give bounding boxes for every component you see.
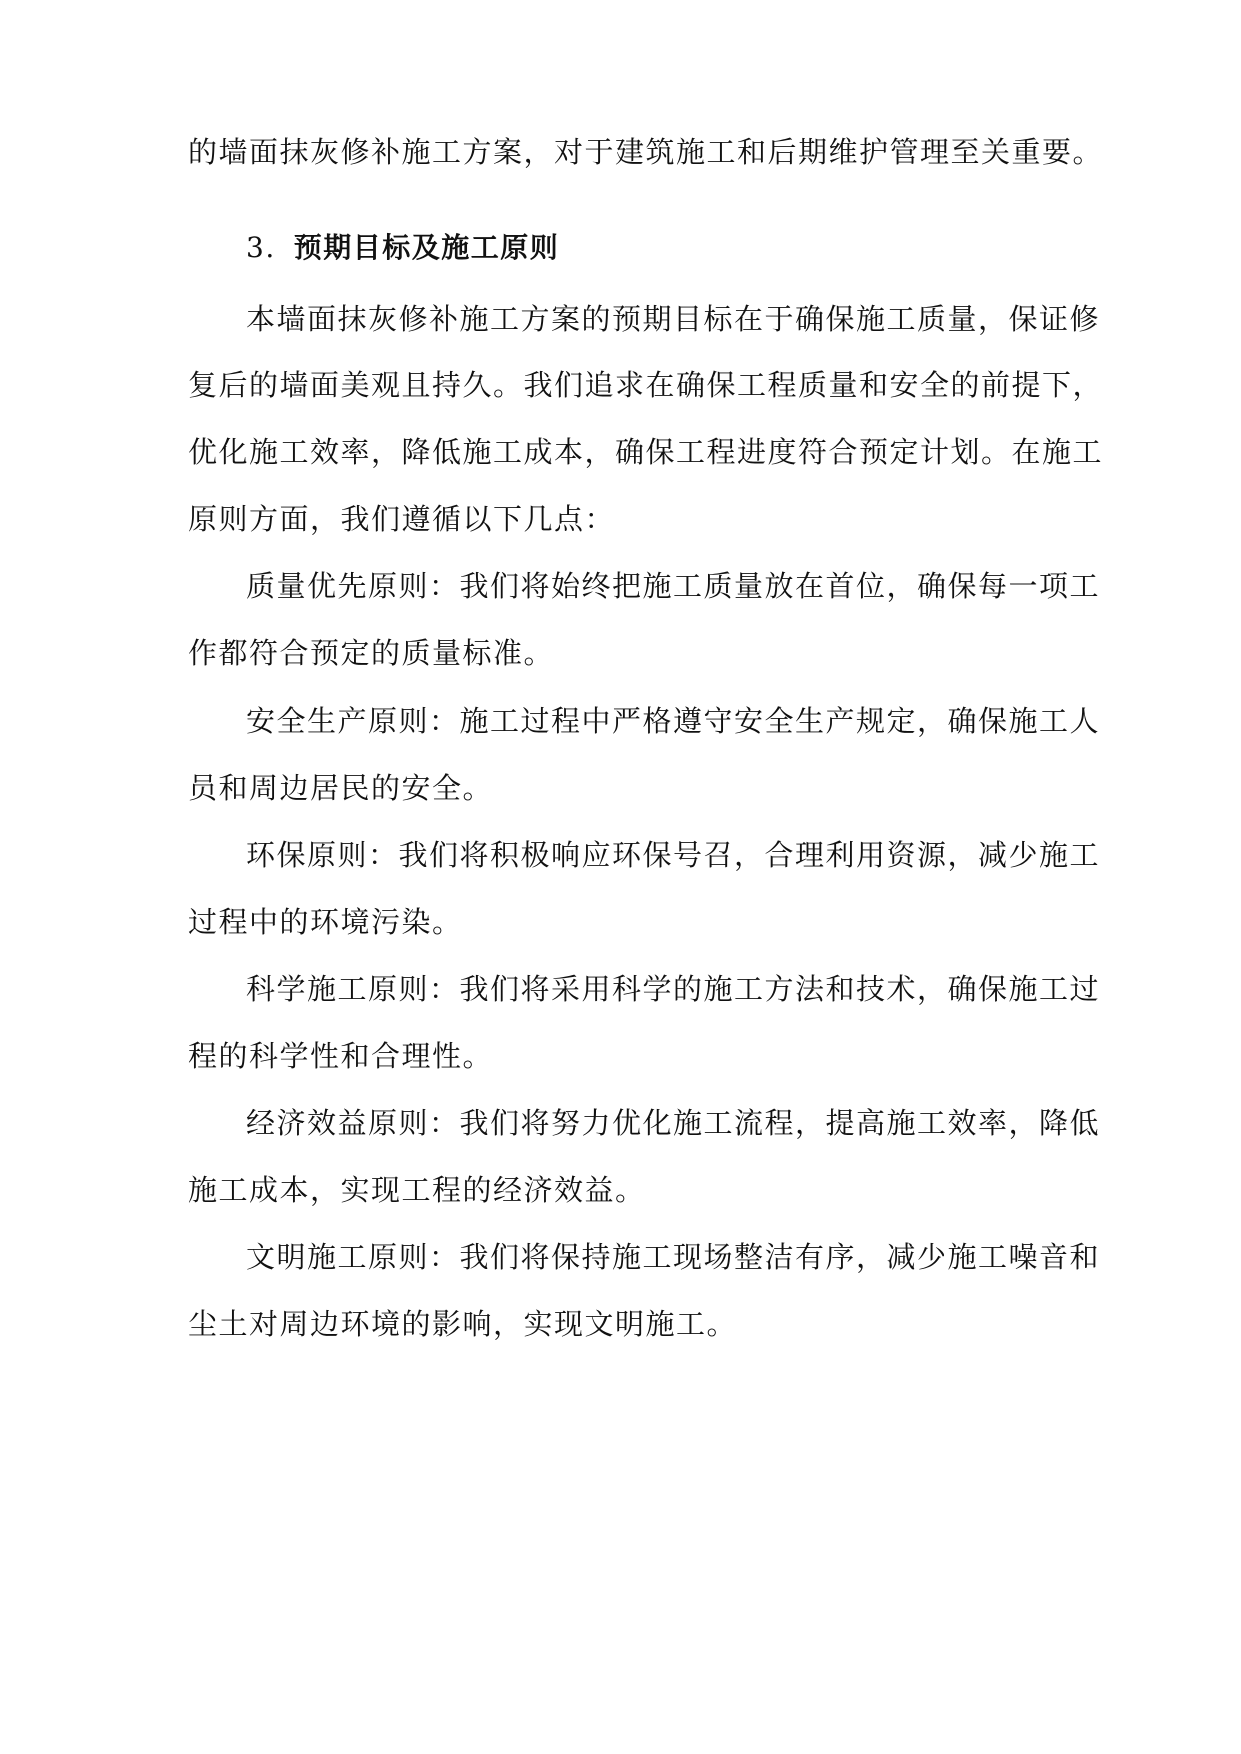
intro-tail-line: 的墙面抹灰修补施工方案，对于建筑施工和后期维护管理至关重要。 [188, 135, 1104, 169]
paragraph-line: 过程中的环境污染。 [188, 905, 463, 939]
paragraph-line: 复后的墙面美观且持久。我们追求在确保工程质量和安全的前提下， [188, 368, 1104, 402]
paragraph-line: 作都符合预定的质量标准。 [188, 636, 555, 670]
paragraph-line: 文明施工原则：我们将保持施工现场整洁有序，减少施工噪音和 [246, 1240, 1101, 1274]
section-heading [246, 228, 559, 268]
paragraph-line: 科学施工原则：我们将采用科学的施工方法和技术，确保施工过 [246, 972, 1101, 1006]
paragraph-line: 经济效益原则：我们将努力优化施工流程，提高施工效率，降低 [246, 1106, 1101, 1140]
paragraph-line: 原则方面，我们遵循以下几点： [188, 502, 616, 536]
paragraph-line: 尘土对周边环境的影响，实现文明施工。 [188, 1307, 738, 1341]
paragraph-line: 质量优先原则：我们将始终把施工质量放在首位，确保每一项工 [246, 569, 1101, 603]
paragraph-line: 程的科学性和合理性。 [188, 1039, 494, 1073]
paragraph-line: 安全生产原则：施工过程中严格遵守安全生产规定，确保施工人 [246, 704, 1101, 738]
paragraph-line: 优化施工效率，降低施工成本，确保工程进度符合预定计划。在施工 [188, 435, 1104, 469]
paragraph-line: 本墙面抹灰修补施工方案的预期目标在于确保施工质量，保证修 [246, 302, 1101, 336]
paragraph-line: 环保原则：我们将积极响应环保号召，合理利用资源，减少施工 [246, 838, 1101, 872]
paragraph-line: 员和周边居民的安全。 [188, 771, 494, 805]
section-number: 3. [246, 231, 276, 264]
paragraph-line: 施工成本，实现工程的经济效益。 [188, 1173, 646, 1207]
section-title: 预期目标及施工原则 [293, 231, 560, 264]
